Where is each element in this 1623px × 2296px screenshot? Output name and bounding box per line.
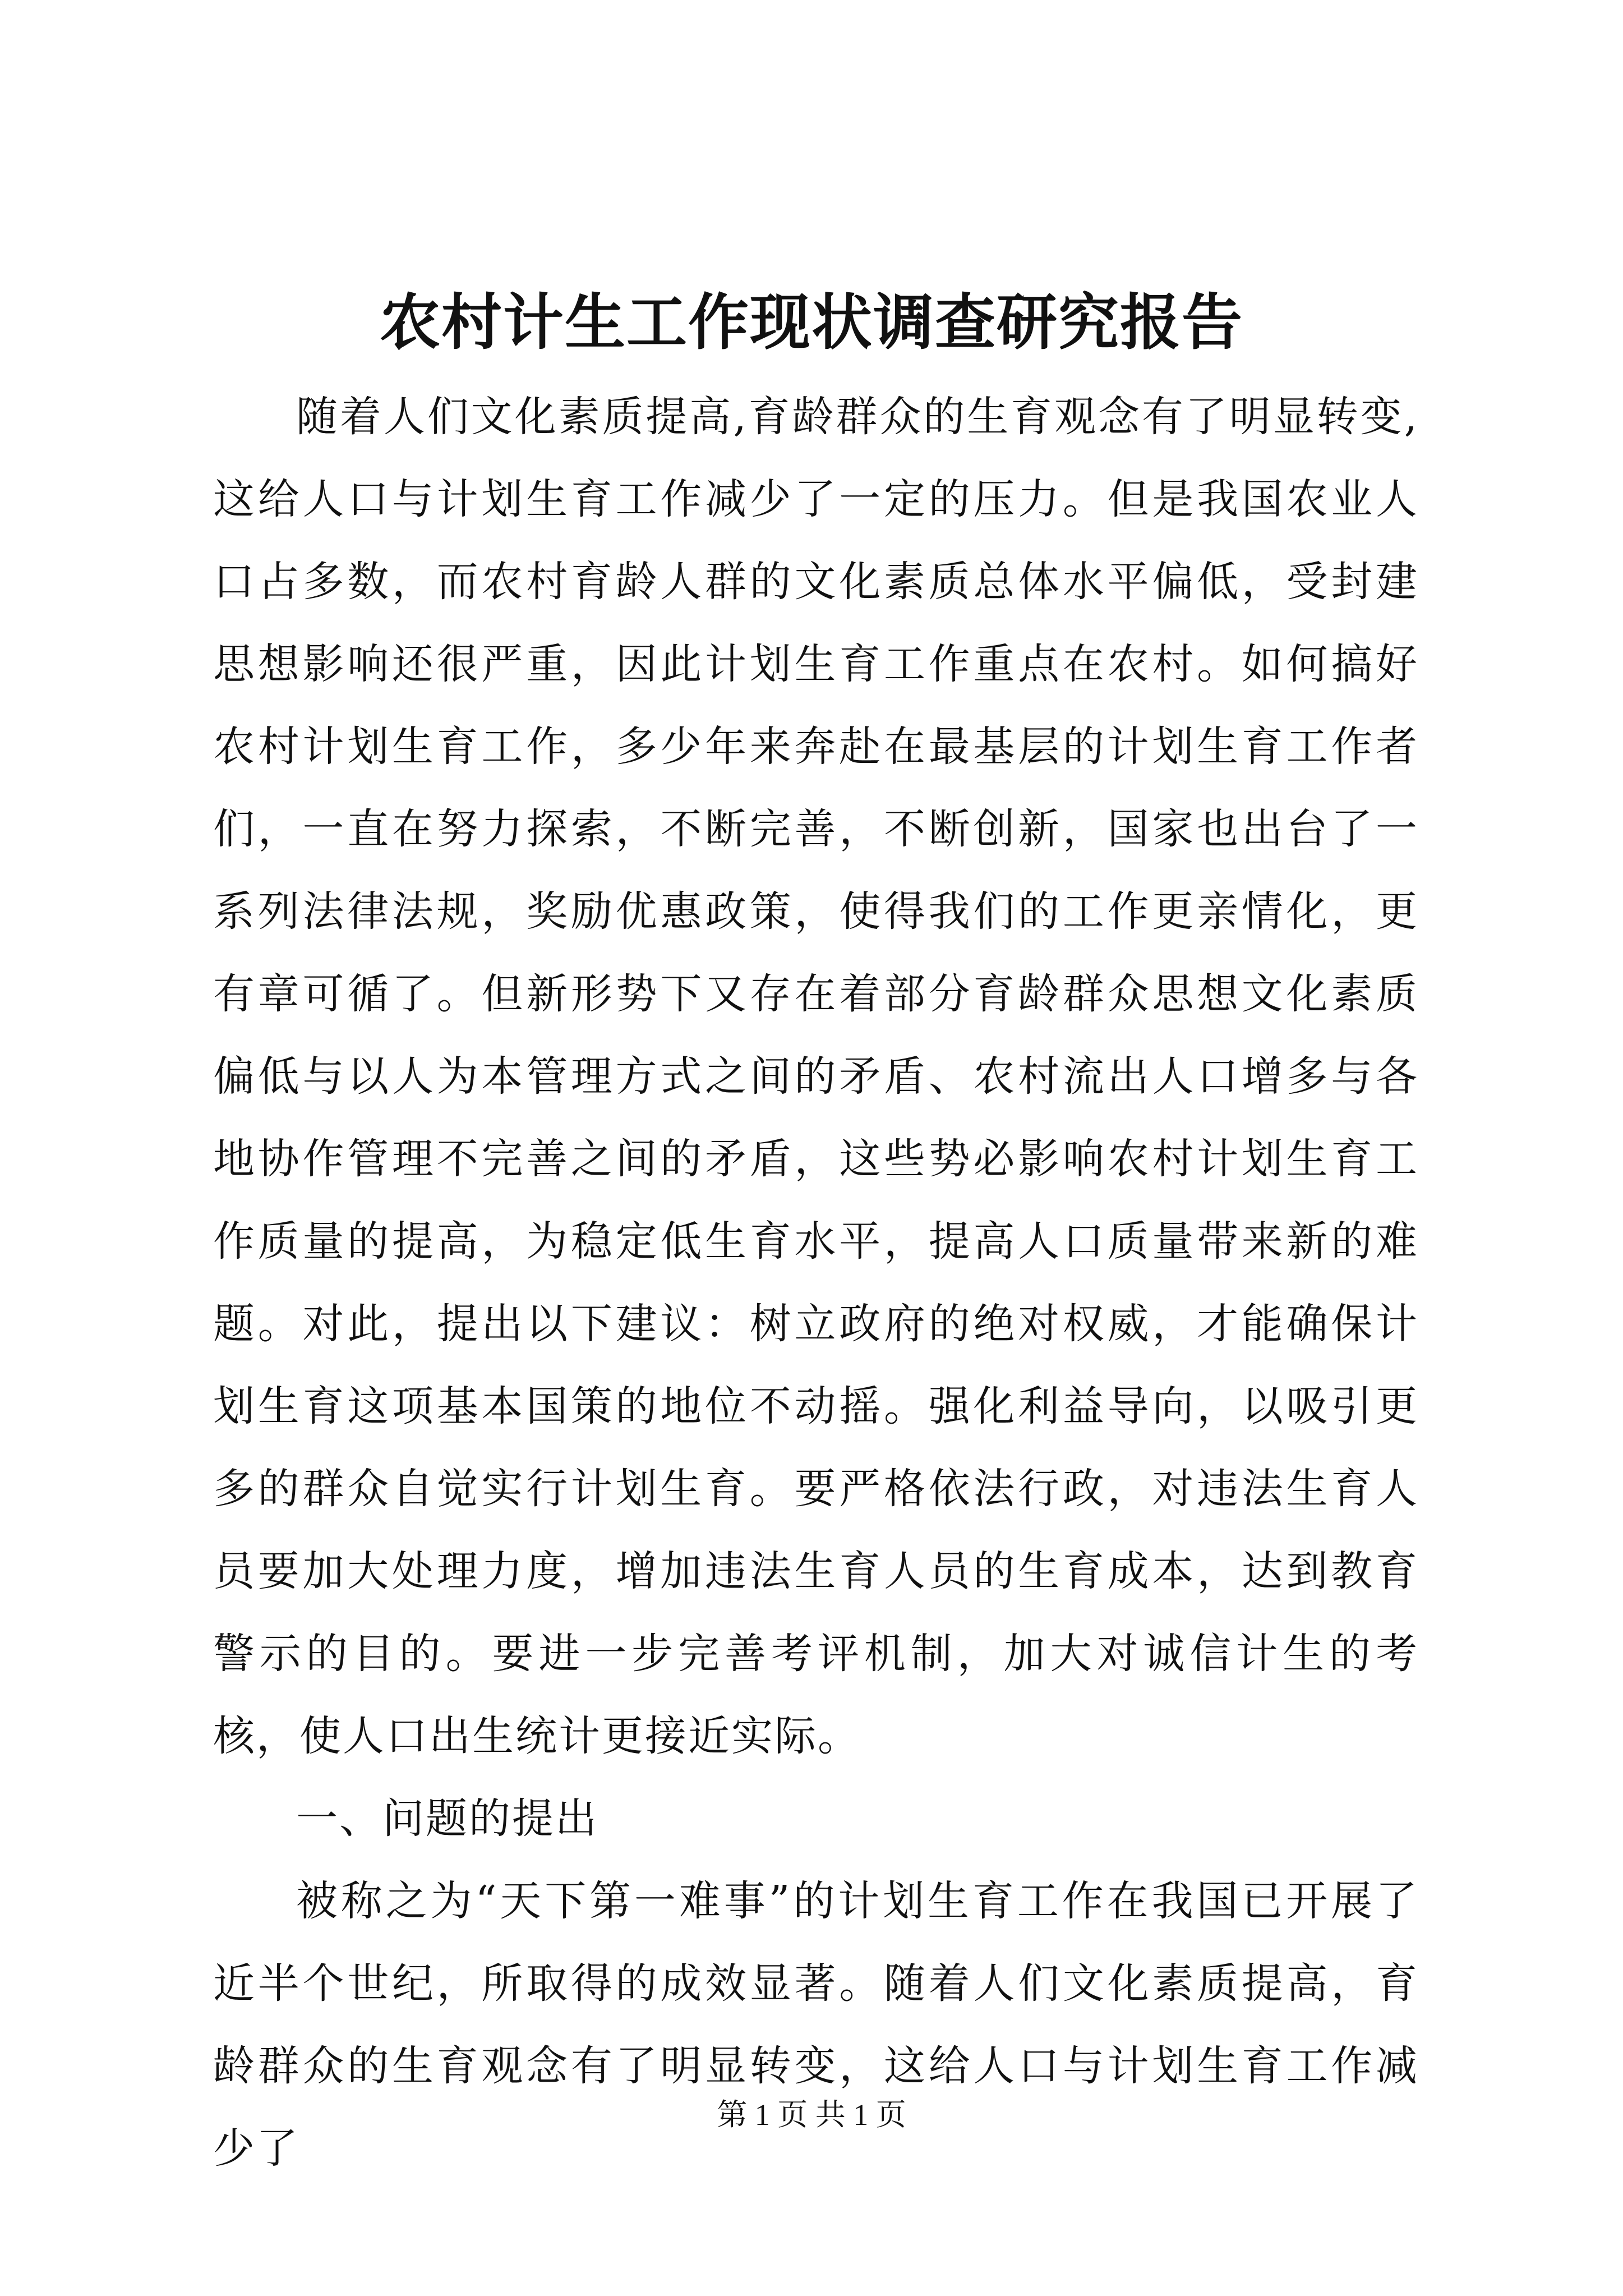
section-heading: 一、问题的提出 — [296, 1795, 598, 1843]
body-paragraph-intro: 随着人们文化素质提高,育龄群众的生育观念有了明显转变,这给人口与计划生育工作减少了一定的压力。但是我国农业人口占多数，而农村育龄人群的文化素质总体水平偏低，受封建思想影响还很严重，因此计划生育工作重点在农村。如何搞好农村计划生育工作，多少年来奔赴在最基层的计划生育工作者们，一直在努力探索，不断完善，不断创新，国家也出台了一系列法律法规，奖励优惠政策，使得我们的工作更亲情化，更有章可循了。但新形势下又存在着部分育龄群众思想文化素质偏低与以人为本管理方式之间的矛盾、农村流出人口增多与各地协作管理不完善之间的矛盾，这些势必影响农村计划生育工作质量的提高，为稳定低生育水平，提高人口质量带来新的难题。对此，提出以下建议：树立政府的绝对权威，才能确保计划生育这项基本国策的地位不动摇。强化利益导向，以吸引更多的群众自觉实行计划生育。要严格依法行政，对违法生育人员要加大处理力度，增加违法生育人员的生育成本，达到教育警示的目的。要进一步完善考评机制，加大对诚信计生的考核，使人口出生统计更接近实际。 — [213, 393, 1419, 1760]
body-paragraph: 被称之为“天下第一难事”的计划生育工作在我国已开展了近半个世纪，所取得的成效显著。随着人们文化素质提高，育龄群众的生育观念有了明显转变，这给人口与计划生育工作减少了 — [213, 1877, 1419, 2173]
document-body — [213, 376, 1419, 2190]
page-number-footer: 第 1 页 共 1 页 — [717, 2098, 906, 2132]
document-title: 农村计生工作现状调查研究报告 — [379, 287, 1243, 358]
